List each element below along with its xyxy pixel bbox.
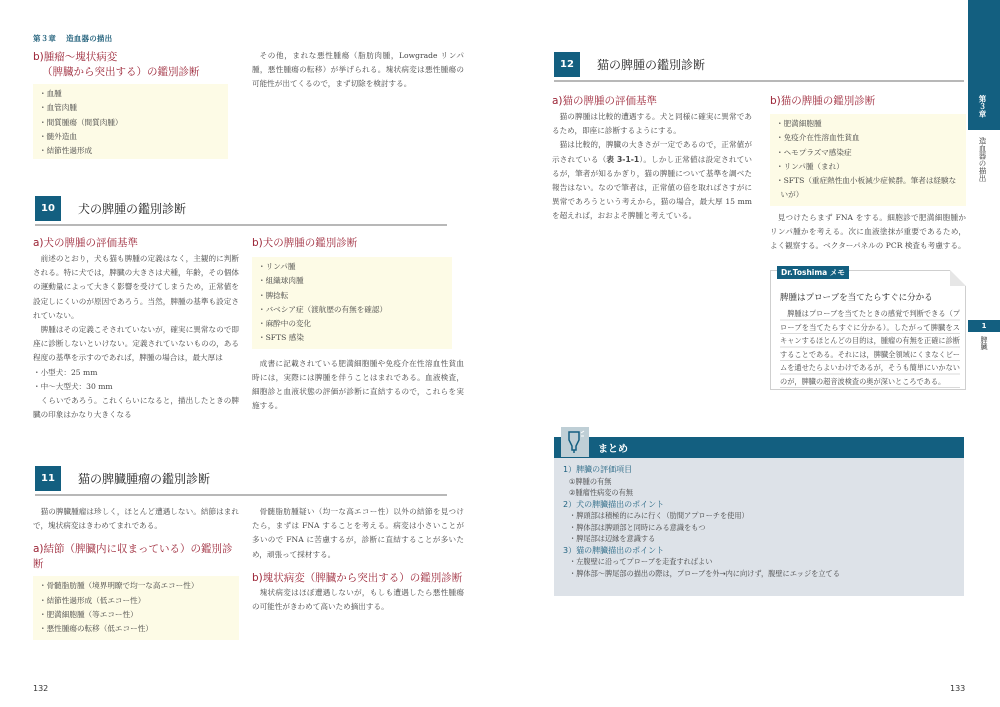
differential-list — [252, 257, 452, 349]
table-reference: 表 3-1-1 — [606, 154, 640, 164]
summary-item: ・脾体部～脾尾部の描出の際は，プローブを外→内に向けず，腹壁にエッジを立てる — [569, 568, 840, 578]
chapter-header — [33, 33, 122, 44]
sub-heading: a)結節（脾臓内に収まっている）の鑑別診断 — [33, 543, 233, 571]
tumor-differential-heading: b)腫瘤～塊状病変 （脾臓から突出する）の鑑別診断 — [33, 51, 200, 78]
cat-splenomegaly-differential: b)猫の脾腫の鑑別診断 ・肥満細胞腫 ・免疫介在性溶血性貧血 ・ヘモプラズマ感染症 ・リンパ腫（まれ） ・SFTS（重症熱性血小板減少症候群。筆者は経験ないが） 見つけたらまず FNA をする。細胞診で肥満細胞腫かリンパ腫かを考える。次に血液塗抹が重要であるため，よく観察する。ベクターパネルの PCR 検査も考慮する。 — [770, 95, 966, 251]
summary-item: ・左腹壁に沿ってプローブを走査すればよい — [569, 557, 713, 566]
list-item: ・悪性腫瘍の転移（低エコー性） — [39, 624, 153, 634]
list-item: ・肥満細胞腫 — [776, 119, 822, 128]
list-item: ・組織球肉腫 — [258, 276, 304, 286]
side-chapter-label: 第３章 — [978, 95, 987, 118]
chapter-label: 第３章 — [33, 34, 57, 43]
section-number: 12 — [554, 52, 580, 77]
memo-tag: Dr.Toshima メモ — [777, 266, 849, 279]
summary-item: ①脾腫の有無 — [569, 476, 612, 486]
section-title: 猫の脾臓腫瘤の鑑別診断 — [78, 472, 211, 486]
section-11-header — [35, 466, 447, 496]
summary-heading: 3）猫の脾臓描出のポイント — [563, 545, 665, 555]
list-item: ・骨髄脂肪腫（境界明瞭で均一な高エコー性） — [39, 581, 199, 591]
section-12-header — [554, 52, 964, 82]
nodule-differential-list — [33, 576, 239, 639]
list-item: ・SFTS 感染 — [258, 333, 304, 343]
list-item: ・肥満細胞腫（等エコー性） — [39, 610, 138, 619]
page-number-right: 133 — [950, 684, 966, 693]
summary-item: ②腫瘤性病変の有無 — [569, 488, 633, 497]
tumor-differential-list — [33, 84, 228, 159]
list-item: ・間質腫瘍（間質肉腫） — [39, 117, 123, 127]
side-chapter-name: 造血器の描出 — [978, 137, 987, 182]
memo-title: 脾腫はプローブを当てたらすぐに分かる — [780, 293, 933, 303]
list-item: ・リンパ腫（まれ） — [776, 161, 844, 171]
list-item: ・結節性過形成（低エコー性） — [39, 595, 146, 605]
section-number: 11 — [35, 466, 61, 491]
page-number-left: 132 — [33, 684, 49, 693]
list-item: ・髄外造血 — [39, 131, 77, 141]
cat-splenomegaly-criteria: a)猫の脾腫の評価基準 猫の脾腫は比較的遭遇する。犬と同様に確実に異常であるため，即座に診断するようにする。 猫は比較的，脾臓の大きさが一定であるので，正常値が示されている（表 3-1-1）。しかし正常値は設定されているが，筆者が知るかぎり，猫の脾腫について基準を調べた報告はない。なので筆者は，正常値の倍を取ればさすがに異常であろうという考えから，猫の場合，最大厚 15 mm を超えれば，おおよそ脾腫と考えている。 — [552, 95, 752, 221]
side-section-number: 1 — [968, 320, 1000, 332]
list-item: ・ヘモプラズマ感染症 — [776, 147, 852, 157]
section-title: 犬の脾腫の鑑別診断 — [78, 202, 187, 216]
summary-title: まとめ — [598, 444, 628, 455]
summary-heading: 1）脾臓の評価項目 — [563, 465, 633, 474]
list-item: ・脾捻転 — [258, 290, 289, 300]
side-section-name: 脾臓 — [980, 336, 988, 350]
summary-item: ・脾頭部は積極的にみに行く（肋間アプローチを使用） — [569, 511, 749, 520]
sub-heading: b)塊状病変（脾臓から突出する）の鑑別診断 — [252, 571, 463, 584]
section-10-header — [35, 196, 447, 226]
tumor-differential-block — [33, 50, 228, 159]
list-item: ・麻酔中の変化 — [258, 319, 312, 329]
section-number: 10 — [35, 196, 61, 221]
sub-heading: b)猫の脾腫の鑑別診断 — [770, 95, 876, 107]
ultrasound-probe-icon — [561, 427, 589, 457]
list-item: ・結節性過形成 — [39, 146, 93, 156]
dog-splenomegaly-criteria: a)犬の脾腫の評価基準 前述のとおり，犬も猫も脾腫の定義はなく，主観的に判断される。特に犬では，脾臓の大きさは犬種，年齢，その個体の運動量によって大きく影響を受けてしまうため，正常値を設定しにくいのが原因であろう。当然，脾腫の基準も設定されていない。 脾腫はその定義こそされていないが，確実に異常なので即座に診断しないといけない。定義されていないものの，ある程度の基準を示すのであれば，脾腫の場合は，最大厚は ・小型犬：25 mm ・中～大型犬：30 mm くらいであろう。これくらいになると，描出したときの脾臓の印象はかなり大きくなる — [33, 237, 239, 420]
cat-splenic-mass-left: 猫の脾臓腫瘤は珍しく，ほとんど遭遇しない。結節はまれで，塊状病変はきわめてまれである。 a)結節（脾臓内に収まっている）の鑑別診断 ・骨髄脂肪腫（境界明瞭で均一な高エコー性） ・結節性過形成（低エコー性） ・肥満細胞腫（等エコー性） ・悪性腫瘍の転移（低エコー性） — [33, 505, 239, 640]
dog-splenomegaly-differential: b)犬の脾腫の鑑別診断 ・リンパ腫 ・組織球肉腫 ・脾捻転 ・バベシア症（渡航歴の有無を確認） ・麻酔中の変化 ・SFTS 感染 成書に記載されている肥満細胞腫や免疫介在性溶血性貧血時には，実際には脾腫を伴うことはまれである。血液検査，細胞診と血液状態の評価が診断に直結するので，これらを実施する。 — [252, 237, 464, 411]
top-right-paragraph: その他，まれな悪性腫瘍（脂肪肉腫，Lowgrade リンパ腫，悪性腫瘍の転移）が挙げられる。塊状病変は悪性腫瘍の可能性が出てくるので，まず切除を検討する。 — [252, 51, 464, 89]
list-item: ・血腫 — [39, 89, 62, 98]
summary-heading: 2）犬の脾臓描出のポイント — [563, 499, 665, 509]
summary-item: ・脾尾部は辺縁を意識する — [569, 534, 656, 543]
summary-body — [563, 464, 840, 579]
dr-toshima-memo — [770, 270, 966, 390]
section-title: 猫の脾腫の鑑別診断 — [597, 58, 706, 72]
list-item: ・バベシア症（渡航歴の有無を確認） — [258, 304, 388, 314]
list-item: ・リンパ腫 — [258, 262, 296, 271]
list-item: ・血管肉腫 — [39, 103, 77, 113]
sub-heading: a)犬の脾腫の評価基準 — [33, 237, 139, 249]
memo-text: 脾腫はプローブを当てたときの感覚で判断できる（プローブを当てたらすぐに分かる）。したがって脾臓をスキャンするほとんどの目的は，腫瘤の有無を正確に診断することである。それには，脾臓全領域にくまなくビームを通せたらよいわけであるが，そうも簡単にいかないのが，脾臓の超音波検査の奥が深いところである。 — [780, 307, 960, 388]
differential-list — [770, 114, 966, 206]
sub-heading: b)犬の脾腫の鑑別診断 — [252, 237, 358, 249]
list-item: ・免疫介在性溶血性貧血 — [776, 133, 860, 143]
list-item: ・SFTS（重症熱性血小板減少症候群。筆者は経験ないが） — [776, 176, 957, 200]
folded-corner — [950, 270, 966, 286]
summary-item: ・脾体部は脾頭部と同時にみる意識をもつ — [569, 522, 706, 532]
cat-splenic-mass-right: 骨髄脂肪腫疑い（均一な高エコー性）以外の結節を見つけたら，まずは FNA することを考える。病変は小さいことが多いので FNA に苦慮するが，診断に直結することが多いため，頑張って採材する。 b)塊状病変（脾臓から突出する）の鑑別診断 塊状病変はほぼ遭遇しないが，もしも遭遇したら悪性腫瘍の可能性がきわめて高いため摘出する。 — [252, 507, 464, 612]
sub-heading: a)猫の脾腫の評価基準 — [552, 95, 658, 107]
chapter-title: 造血器の描出 — [66, 34, 113, 43]
summary-box — [554, 437, 964, 596]
